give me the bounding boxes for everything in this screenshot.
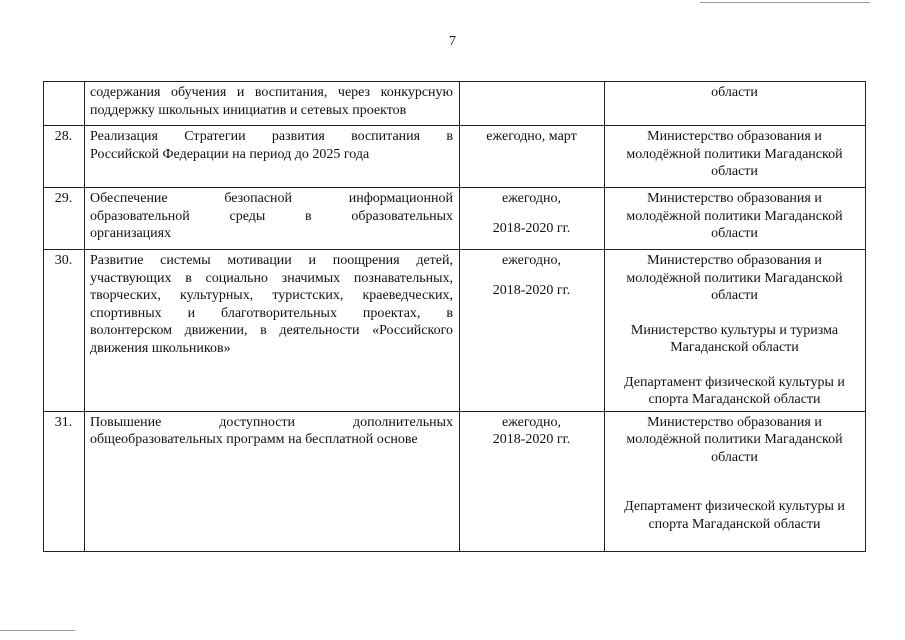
- responsible-cell: [605, 250, 866, 412]
- responsible-org: Министерство образования и молодёжной политики Магаданской области: [626, 414, 843, 465]
- responsible-org: Департамент физической культуры и спорта Магаданской области: [624, 374, 845, 407]
- row-number-cell: 30.: [44, 250, 85, 412]
- term-cell: [460, 188, 605, 250]
- activity-line: волонтерском движении, в деятельности «Российского: [90, 323, 453, 338]
- activity-line: творческих, культурных, туристских, краеведческих,: [90, 288, 453, 303]
- responsible-cell: [605, 411, 866, 551]
- row-number-cell: 31.: [44, 411, 85, 551]
- activity-line: общеобразовательных программ на бесплатной основе: [90, 432, 418, 447]
- row-number-cell: [44, 82, 85, 126]
- activity-line: Российской Федерации на период до 2025 года: [90, 146, 370, 162]
- activity-line: движения школьников»: [90, 340, 231, 356]
- activity-line: участвующих в социально значимых познавательных,: [90, 270, 453, 286]
- term-line: ежегодно, март: [486, 129, 577, 144]
- scan-artifact: [700, 2, 870, 3]
- term-cell: [460, 82, 605, 126]
- responsible-org: Министерство культуры и туризма Магаданской области: [630, 322, 839, 355]
- term-cell: [460, 250, 605, 412]
- term-cell: [460, 126, 605, 188]
- responsible-cell: [605, 126, 866, 188]
- row-number-cell: 29.: [44, 188, 85, 250]
- activity-cell: [85, 126, 460, 188]
- responsible-cell: [605, 82, 866, 126]
- activity-line: спортивных и благотворительных проектах, в: [90, 305, 453, 321]
- activity-line: Реализация Стратегии развития воспитания в: [90, 129, 453, 144]
- table-row: [44, 82, 866, 126]
- row-number-cell: 28.: [44, 126, 85, 188]
- term-line: 2018-2020 гг.: [492, 432, 571, 447]
- plan-table: [43, 81, 866, 552]
- term-line: 2018-2020 гг.: [492, 282, 571, 298]
- term-cell: [460, 411, 605, 551]
- term-line: ежегодно,: [501, 414, 562, 430]
- table-row: [44, 250, 866, 412]
- responsible-org: области: [711, 85, 758, 100]
- activity-cell: [85, 250, 460, 412]
- activity-line: поддержку школьных инициатив и сетевых проектов: [90, 102, 407, 118]
- activity-cell: [85, 82, 460, 126]
- scan-artifact: [0, 630, 75, 631]
- activity-cell: [85, 188, 460, 250]
- term-line: ежегодно,: [501, 253, 562, 268]
- responsible-org: Министерство образования и молодёжной политики Магаданской области: [626, 129, 843, 179]
- responsible-org: Департамент физической культуры и спорта Магаданской области: [624, 499, 845, 532]
- table-row: [44, 126, 866, 188]
- responsible-cell: [605, 188, 866, 250]
- term-line: 2018-2020 гг.: [492, 220, 571, 236]
- page-number: 7: [449, 34, 456, 49]
- activity-cell: [85, 411, 460, 551]
- responsible-org: Министерство образования и молодёжной политики Магаданской области: [626, 253, 843, 303]
- activity-line: Обеспечение безопасной информационной: [90, 191, 453, 206]
- activity-line: образовательной среды в образовательных: [90, 208, 453, 224]
- activity-line: Развитие системы мотивации и поощрения детей,: [90, 253, 453, 268]
- activity-line: Повышение доступности дополнительных: [90, 414, 453, 430]
- term-line: ежегодно,: [501, 191, 562, 206]
- activity-line: содержания обучения и воспитания, через конкурсную: [90, 85, 453, 100]
- activity-line: организациях: [90, 226, 172, 241]
- responsible-org: Министерство образования и молодёжной политики Магаданской области: [626, 191, 843, 241]
- table-row: [44, 411, 866, 551]
- table-row: [44, 188, 866, 250]
